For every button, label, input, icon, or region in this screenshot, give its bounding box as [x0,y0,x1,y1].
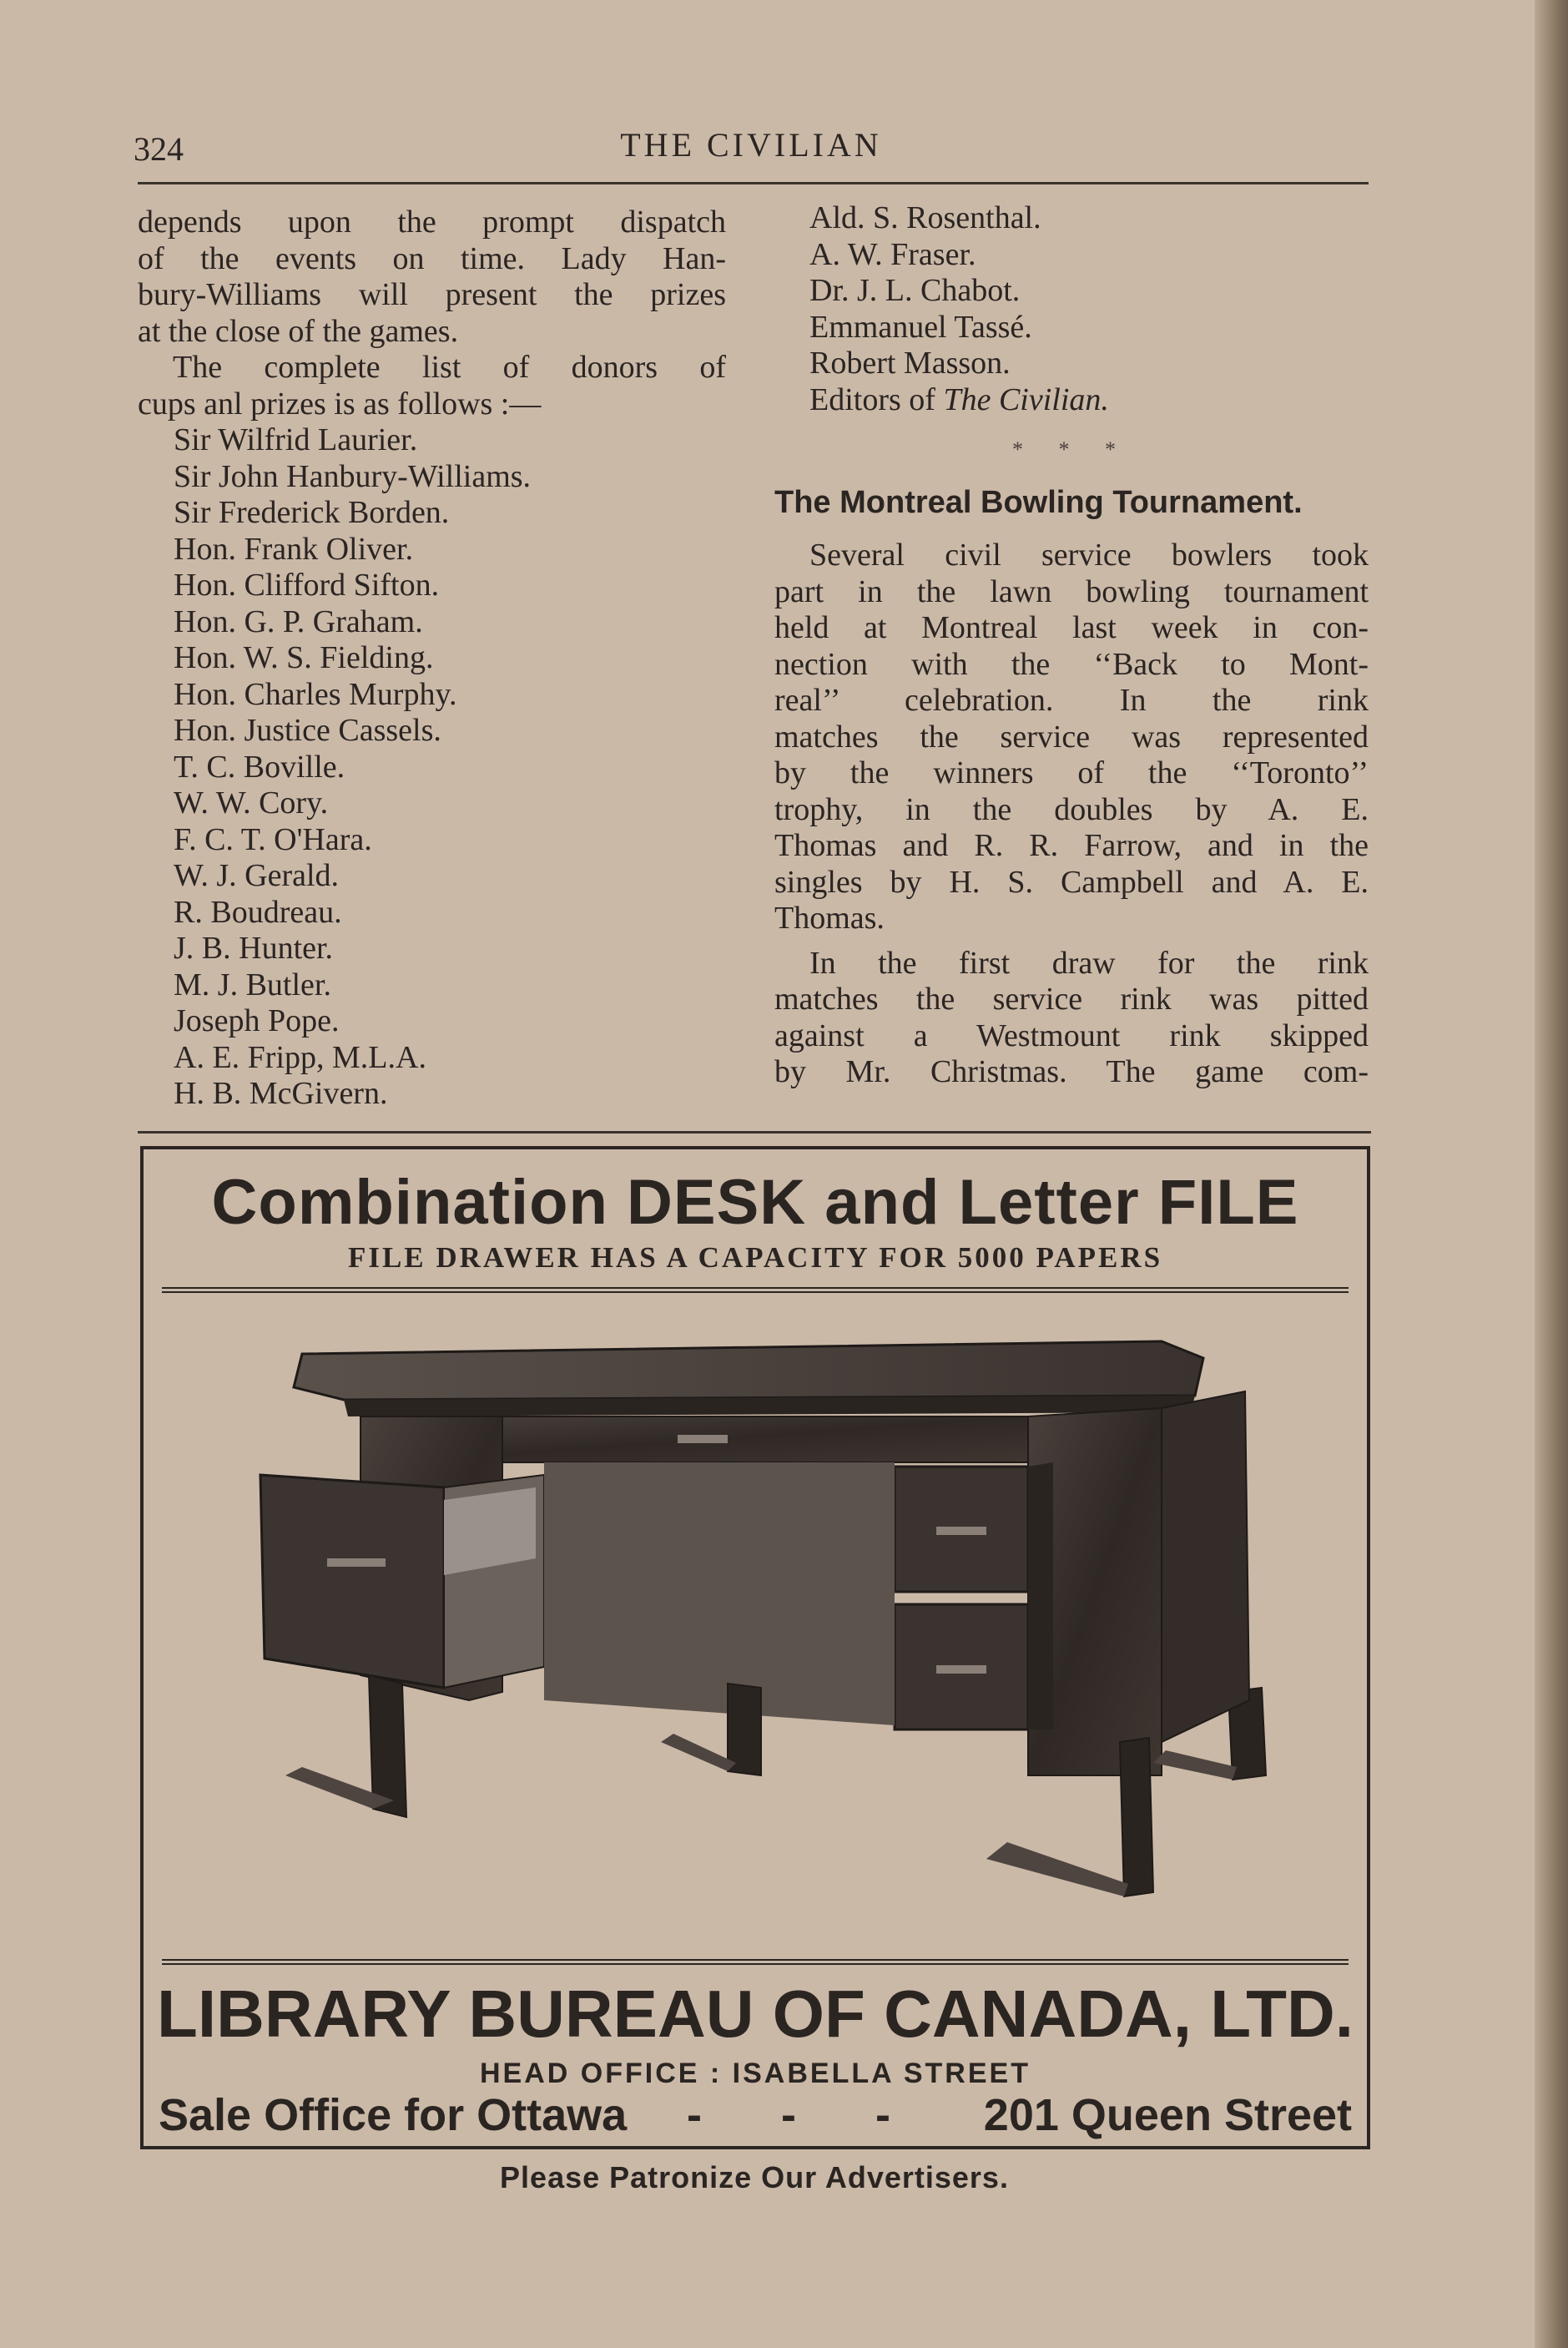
text-line: Thomas and R. R. Farrow, and in the [774,828,1369,863]
text-line: of the events on time. Lady Han- [138,240,726,276]
donor-item: H. B. McGivern. [174,1076,388,1111]
donor-item: J. B. Hunter. [174,931,334,966]
text-line: at the close of the games. [138,313,459,349]
article-paragraph-2 [774,946,1369,1091]
donor-item: Hon. Clifford Sifton. [174,568,440,603]
donor-item: Sir John Hanbury-Williams. [174,458,532,494]
ad-rule [162,1287,1349,1293]
donor-item: M. J. Butler. [174,967,331,1002]
donor-item: Hon. W. S. Fielding. [174,640,434,675]
page-footer: Please Patronize Our Advertisers. [500,2160,1009,2194]
ad-title: Combination DESK and Letter FILE [211,1167,1299,1238]
text-line: held at Montreal last week in con- [774,610,1369,645]
desk-illustration [194,1308,1329,1934]
donor-item: F. C. T. O'Hara. [174,821,372,857]
ad-head-office: HEAD OFFICE : ISABELLA STREET [480,2058,1031,2089]
page-header [134,121,1369,179]
donor-item: Robert Masson. [809,346,1011,381]
text-line: real’’ celebration. In the rink [774,683,1369,718]
donor-item: Sir Wilfrid Laurier. [174,422,418,457]
donor-item: W. J. Gerald. [174,858,340,893]
ad-sale-office [159,2089,1352,2141]
donor-list [138,422,726,1113]
ad-rule [162,1959,1349,1965]
text-line: The complete list of donors of [173,350,726,385]
text-line: depends upon the prompt dispatch [138,205,726,240]
text-line: part in the lawn bowling tournament [774,573,1369,609]
sale-office-label: Sale Office for Ottawa [159,2090,628,2140]
donor-item: Emmanuel Tassé. [809,309,1032,345]
ad-company-name: LIBRARY BUREAU OF CANADA, LTD. [156,1977,1354,2051]
donor-item: R. Boudreau. [174,894,342,930]
header-rule [138,182,1369,184]
text-line: matches the service was represented [774,719,1369,755]
left-paragraph-1 [138,205,726,350]
donor-item: Hon. Justice Cassels. [174,713,441,748]
ad-subtitle: FILE DRAWER HAS A CAPACITY FOR 5000 PAPERS [347,1241,1163,1274]
donor-item: A. E. Fripp, M.L.A. [174,1039,426,1075]
donor-item: Dr. J. L. Chabot. [809,273,1021,308]
text-line: trophy, in the doubles by A. E. [774,791,1369,827]
editors-prefix: Editors of [809,381,944,417]
donor-item: Ald. S. Rosenthal. [809,200,1041,235]
donor-item: Hon. Frank Oliver. [174,531,414,567]
article-heading: The Montreal Bowling Tournament. [774,484,1303,520]
text-line: matches the service rink was pitted [774,982,1369,1017]
donor-item: A. W. Fraser. [809,236,976,272]
donor-item: Sir Frederick Borden. [174,495,450,530]
page-edge [1535,0,1568,2348]
running-head: THE CIVILIAN [620,126,882,164]
section-separator: * * * [1012,437,1131,462]
donor-item: Joseph Pope. [174,1003,340,1038]
left-column [138,205,726,1113]
text-line: against a Westmount rink skipped [774,1017,1369,1053]
sale-office-address: 201 Queen Street [983,2090,1352,2140]
text-line: Several civil service bowlers took [809,538,1369,573]
text-line: In the first draw for the rink [809,945,1369,981]
donor-item-editors [809,382,1369,419]
article-paragraph-1 [774,538,1369,937]
right-column [774,200,1369,1091]
donor-item: Hon. Charles Murphy. [174,676,457,712]
text-line: singles by H. S. Campbell and A. E. [774,864,1369,900]
donor-item: Hon. G. P. Graham. [174,603,423,639]
donor-item: W. W. Cory. [174,785,329,821]
text-line: bury-Williams will present the prizes [138,277,726,312]
page-number: 324 [134,130,184,168]
text-line: Thomas. [774,901,885,936]
left-paragraph-2 [138,350,726,422]
text-line: by Mr. Christmas. The game com- [774,1054,1369,1089]
donor-list-continued [774,200,1369,418]
text-line: cups anl prizes is as follows :— [138,386,542,422]
sale-office-dashes: - - - [687,2090,924,2140]
donor-item: T. C. Boville. [174,749,345,785]
publication-title: The Civilian. [943,381,1109,417]
section-rule [138,1131,1371,1134]
text-line: by the winners of the ‘‘Toronto’’ [774,755,1369,790]
text-line: nection with the ‘‘Back to Mont- [774,646,1369,682]
advertisement [140,1146,1370,2149]
